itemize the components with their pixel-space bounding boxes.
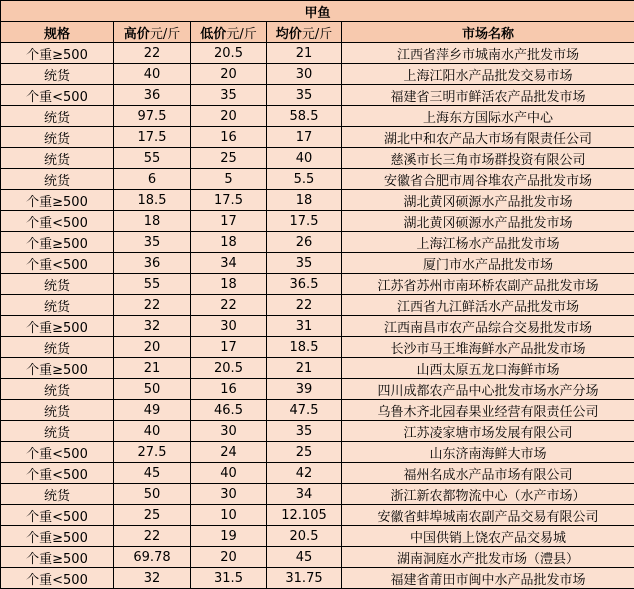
table-row bbox=[1, 526, 634, 547]
cell-market: 浙江新农都物流中心（水产市场） bbox=[342, 484, 634, 505]
table-row bbox=[1, 547, 634, 568]
cell-high-price: 49 bbox=[114, 400, 191, 421]
cell-spec: 个重<500 bbox=[1, 463, 114, 484]
cell-avg-price: 12.105 bbox=[267, 505, 342, 526]
cell-high-price: 97.5 bbox=[114, 106, 191, 127]
cell-low-price: 22 bbox=[191, 295, 267, 316]
cell-market: 湖北黄冈硕源水产品批发市场 bbox=[342, 211, 634, 232]
cell-market: 山东济南海鲜大市场 bbox=[342, 442, 634, 463]
cell-market: 福建省莆田市闽中水产品批发市场 bbox=[342, 568, 634, 589]
header-high-price bbox=[114, 22, 191, 43]
table-row bbox=[1, 85, 634, 106]
table-row bbox=[1, 232, 634, 253]
header-high-label: 高价 bbox=[123, 26, 150, 42]
cell-low-price: 46.5 bbox=[191, 400, 267, 421]
cell-spec: 统货 bbox=[1, 169, 114, 190]
table-row bbox=[1, 568, 634, 589]
cell-avg-price: 36.5 bbox=[267, 274, 342, 295]
cell-high-price: 69.78 bbox=[114, 547, 191, 568]
cell-high-price: 50 bbox=[114, 484, 191, 505]
cell-high-price: 32 bbox=[114, 316, 191, 337]
cell-market: 江西省九江鲜活水产品批发市场 bbox=[342, 295, 634, 316]
cell-spec: 个重≥500 bbox=[1, 190, 114, 211]
table-row bbox=[1, 358, 634, 379]
table-row bbox=[1, 484, 634, 505]
cell-low-price: 20.5 bbox=[191, 43, 267, 64]
cell-spec: 统货 bbox=[1, 64, 114, 85]
cell-low-price: 17 bbox=[191, 337, 267, 358]
cell-avg-price: 25 bbox=[267, 442, 342, 463]
cell-high-price: 22 bbox=[114, 295, 191, 316]
cell-low-price: 25 bbox=[191, 148, 267, 169]
cell-avg-price: 35 bbox=[267, 421, 342, 442]
cell-avg-price: 26 bbox=[267, 232, 342, 253]
header-avg-price bbox=[267, 22, 342, 43]
table-row bbox=[1, 211, 634, 232]
cell-market: 乌鲁木齐北园春果业经营有限责任公司 bbox=[342, 400, 634, 421]
cell-market: 福建省三明市鲜活农产品批发市场 bbox=[342, 85, 634, 106]
cell-high-price: 18 bbox=[114, 211, 191, 232]
cell-high-price: 36 bbox=[114, 253, 191, 274]
cell-market: 上海江杨水产品批发市场 bbox=[342, 232, 634, 253]
cell-avg-price: 18.5 bbox=[267, 337, 342, 358]
cell-low-price: 34 bbox=[191, 253, 267, 274]
cell-high-price: 40 bbox=[114, 64, 191, 85]
table-row bbox=[1, 463, 634, 484]
table-row bbox=[1, 190, 634, 211]
cell-low-price: 20 bbox=[191, 64, 267, 85]
header-low-unit: 元/斤 bbox=[226, 26, 257, 42]
cell-market: 福州名成水产品市场有限公司 bbox=[342, 463, 634, 484]
cell-market: 安徽省蚌埠城南农副产品交易有限公司 bbox=[342, 505, 634, 526]
table-row bbox=[1, 316, 634, 337]
table-row bbox=[1, 169, 634, 190]
cell-low-price: 16 bbox=[191, 379, 267, 400]
cell-avg-price: 31 bbox=[267, 316, 342, 337]
table-row bbox=[1, 64, 634, 85]
cell-spec: 个重≥500 bbox=[1, 547, 114, 568]
table-row bbox=[1, 337, 634, 358]
header-spec: 规格 bbox=[1, 22, 114, 43]
cell-low-price: 18 bbox=[191, 232, 267, 253]
cell-spec: 个重≥500 bbox=[1, 43, 114, 64]
cell-low-price: 20 bbox=[191, 106, 267, 127]
cell-avg-price: 47.5 bbox=[267, 400, 342, 421]
cell-market: 上海江阳水产品批发交易市场 bbox=[342, 64, 634, 85]
cell-low-price: 10 bbox=[191, 505, 267, 526]
table-row bbox=[1, 295, 634, 316]
cell-low-price: 20 bbox=[191, 547, 267, 568]
cell-spec: 统货 bbox=[1, 400, 114, 421]
cell-low-price: 19 bbox=[191, 526, 267, 547]
cell-avg-price: 21 bbox=[267, 43, 342, 64]
cell-spec: 个重≥500 bbox=[1, 316, 114, 337]
cell-high-price: 55 bbox=[114, 274, 191, 295]
table-row bbox=[1, 148, 634, 169]
cell-spec: 统货 bbox=[1, 148, 114, 169]
cell-low-price: 5 bbox=[191, 169, 267, 190]
header-low-price bbox=[191, 22, 267, 43]
cell-high-price: 21 bbox=[114, 358, 191, 379]
table-row bbox=[1, 127, 634, 148]
cell-spec: 统货 bbox=[1, 421, 114, 442]
cell-spec: 统货 bbox=[1, 106, 114, 127]
cell-low-price: 16 bbox=[191, 127, 267, 148]
cell-market: 中国供销上饶农产品交易城 bbox=[342, 526, 634, 547]
table-header-row bbox=[1, 22, 634, 43]
cell-market: 江西省萍乡市城南水产批发市场 bbox=[342, 43, 634, 64]
cell-avg-price: 21 bbox=[267, 358, 342, 379]
table-body bbox=[1, 43, 634, 589]
cell-market: 上海东方国际水产中心 bbox=[342, 106, 634, 127]
cell-low-price: 18 bbox=[191, 274, 267, 295]
cell-avg-price: 30 bbox=[267, 64, 342, 85]
cell-spec: 个重<500 bbox=[1, 253, 114, 274]
cell-market: 安徽省合肥市周谷堆农产品批发市场 bbox=[342, 169, 634, 190]
cell-spec: 统货 bbox=[1, 337, 114, 358]
cell-avg-price: 45 bbox=[267, 547, 342, 568]
cell-avg-price: 42 bbox=[267, 463, 342, 484]
header-market: 市场名称 bbox=[342, 22, 634, 43]
cell-high-price: 22 bbox=[114, 43, 191, 64]
table-row bbox=[1, 421, 634, 442]
cell-high-price: 35 bbox=[114, 232, 191, 253]
cell-avg-price: 58.5 bbox=[267, 106, 342, 127]
cell-high-price: 50 bbox=[114, 379, 191, 400]
cell-low-price: 40 bbox=[191, 463, 267, 484]
table-title-row bbox=[1, 1, 634, 22]
cell-spec: 统货 bbox=[1, 127, 114, 148]
cell-low-price: 30 bbox=[191, 484, 267, 505]
cell-spec: 统货 bbox=[1, 484, 114, 505]
cell-avg-price: 22 bbox=[267, 295, 342, 316]
cell-avg-price: 17.5 bbox=[267, 211, 342, 232]
cell-avg-price: 40 bbox=[267, 148, 342, 169]
table-row bbox=[1, 43, 634, 64]
cell-market: 慈溪市长三角市场群投资有限公司 bbox=[342, 148, 634, 169]
cell-high-price: 55 bbox=[114, 148, 191, 169]
cell-low-price: 17 bbox=[191, 211, 267, 232]
cell-avg-price: 20.5 bbox=[267, 526, 342, 547]
cell-avg-price: 18 bbox=[267, 190, 342, 211]
table-row bbox=[1, 106, 634, 127]
cell-low-price: 17.5 bbox=[191, 190, 267, 211]
cell-avg-price: 35 bbox=[267, 85, 342, 106]
cell-high-price: 27.5 bbox=[114, 442, 191, 463]
cell-low-price: 24 bbox=[191, 442, 267, 463]
cell-spec: 个重<500 bbox=[1, 568, 114, 589]
cell-market: 湖北黄冈硕源水产品批发市场 bbox=[342, 190, 634, 211]
cell-market: 江苏省苏州市南环桥农副产品批发市场 bbox=[342, 274, 634, 295]
table-row bbox=[1, 505, 634, 526]
cell-spec: 个重≥500 bbox=[1, 358, 114, 379]
cell-spec: 个重<500 bbox=[1, 442, 114, 463]
table-row bbox=[1, 400, 634, 421]
cell-low-price: 30 bbox=[191, 316, 267, 337]
header-high-unit: 元/斤 bbox=[149, 26, 181, 42]
cell-spec: 统货 bbox=[1, 295, 114, 316]
table-title: 甲鱼 bbox=[1, 1, 634, 22]
cell-spec: 个重<500 bbox=[1, 505, 114, 526]
cell-high-price: 22 bbox=[114, 526, 191, 547]
cell-market: 江苏凌家塘市场发展有限公司 bbox=[342, 421, 634, 442]
cell-high-price: 6 bbox=[114, 169, 191, 190]
cell-market: 厦门市水产品批发市场 bbox=[342, 253, 634, 274]
header-low-label: 低价 bbox=[200, 26, 227, 42]
cell-market: 山西太原五龙口海鲜市场 bbox=[342, 358, 634, 379]
cell-low-price: 35 bbox=[191, 85, 267, 106]
cell-market: 江西南昌市农产品综合交易批发市场 bbox=[342, 316, 634, 337]
cell-market: 湖北中和农产品大市场有限责任公司 bbox=[342, 127, 634, 148]
cell-high-price: 45 bbox=[114, 463, 191, 484]
table-row bbox=[1, 379, 634, 400]
cell-avg-price: 31.75 bbox=[267, 568, 342, 589]
header-avg-unit: 元/斤 bbox=[301, 26, 333, 42]
cell-spec: 个重≥500 bbox=[1, 232, 114, 253]
cell-avg-price: 5.5 bbox=[267, 169, 342, 190]
cell-spec: 统货 bbox=[1, 379, 114, 400]
cell-high-price: 20 bbox=[114, 337, 191, 358]
header-avg-label: 均价 bbox=[275, 26, 302, 42]
cell-low-price: 31.5 bbox=[191, 568, 267, 589]
cell-high-price: 32 bbox=[114, 568, 191, 589]
cell-low-price: 30 bbox=[191, 421, 267, 442]
cell-avg-price: 34 bbox=[267, 484, 342, 505]
cell-high-price: 25 bbox=[114, 505, 191, 526]
cell-high-price: 36 bbox=[114, 85, 191, 106]
cell-spec: 个重<500 bbox=[1, 211, 114, 232]
cell-spec: 统货 bbox=[1, 274, 114, 295]
cell-market: 长沙市马王堆海鲜水产品批发市场 bbox=[342, 337, 634, 358]
table-row bbox=[1, 253, 634, 274]
table-row bbox=[1, 442, 634, 463]
cell-spec: 个重<500 bbox=[1, 85, 114, 106]
table-row bbox=[1, 274, 634, 295]
cell-low-price: 20.5 bbox=[191, 358, 267, 379]
cell-high-price: 18.5 bbox=[114, 190, 191, 211]
cell-high-price: 40 bbox=[114, 421, 191, 442]
cell-market: 四川成都农产品中心批发市场水产分场 bbox=[342, 379, 634, 400]
cell-avg-price: 35 bbox=[267, 253, 342, 274]
cell-avg-price: 39 bbox=[267, 379, 342, 400]
cell-avg-price: 17 bbox=[267, 127, 342, 148]
cell-spec: 个重≥500 bbox=[1, 526, 114, 547]
cell-market: 湖南洞庭水产批发市场（澧县） bbox=[342, 547, 634, 568]
cell-high-price: 17.5 bbox=[114, 127, 191, 148]
